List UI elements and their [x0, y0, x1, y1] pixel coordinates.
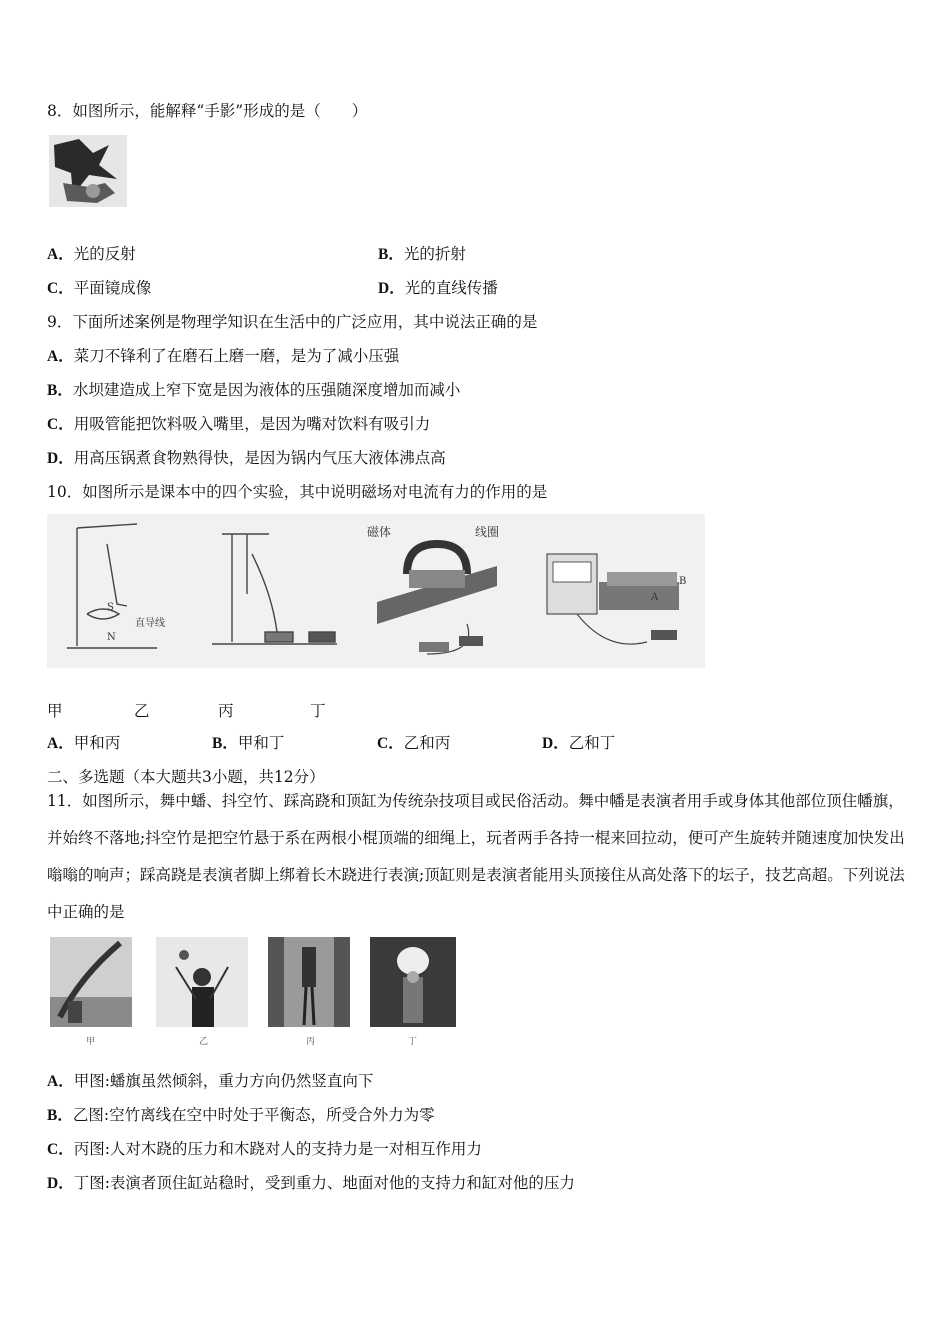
- label-s: S: [107, 602, 114, 613]
- photo-ding: [370, 937, 456, 1027]
- caption-yi: 乙: [134, 702, 150, 720]
- q8-option-b[interactable]: B．光的折射: [378, 245, 466, 263]
- label-b: B: [679, 576, 687, 587]
- photo-caption-bing: 丙: [306, 1037, 316, 1047]
- label-wire: 直导线: [135, 618, 165, 629]
- q10-option-d[interactable]: D．乙和丁: [542, 734, 616, 752]
- caption-bing: 丙: [218, 702, 234, 720]
- q8-option-d[interactable]: D．光的直线传播: [378, 279, 498, 297]
- q9-stem: 9．下面所述案例是物理学知识在生活中的广泛应用，其中说法正确的是: [47, 313, 538, 331]
- q10-option-c[interactable]: C．乙和丙: [377, 734, 451, 752]
- q11-option-d[interactable]: D．丁图:表演者顶住缸站稳时，受到重力、地面对他的支持力和缸对他的压力: [47, 1174, 575, 1192]
- q8-stem: 8．如图所示，能解释“手影”形成的是（ ）: [47, 102, 368, 120]
- q8-option-c[interactable]: C．平面镜成像: [47, 279, 152, 297]
- q9-option-a[interactable]: A．菜刀不锋利了在磨石上磨一磨，是为了减小压强: [47, 347, 400, 365]
- label-n: N: [107, 632, 116, 643]
- q9-option-d[interactable]: D．用高压锅煮食物熟得快，是因为锅内气压大液体沸点高: [47, 449, 446, 467]
- photo-yi: [156, 937, 248, 1027]
- label-magnet: 磁体: [367, 525, 392, 539]
- label-coil: 线圈: [475, 525, 500, 539]
- photo-caption-ding: 丁: [408, 1037, 418, 1047]
- q10-option-a[interactable]: A．甲和丙: [47, 734, 121, 752]
- q9-option-c[interactable]: C．用吸管能把饮料吸入嘴里，是因为嘴对饮料有吸引力: [47, 415, 431, 433]
- q11-option-b[interactable]: B．乙图:空竹离线在空中时处于平衡态，所受合外力为零: [47, 1106, 435, 1124]
- q11-option-a[interactable]: A．甲图:蟠旗虽然倾斜，重力方向仍然竖直向下: [47, 1072, 374, 1090]
- photo-caption-jia: 甲: [86, 1037, 96, 1047]
- q10-option-b[interactable]: B．甲和丁: [212, 734, 285, 752]
- q10-stem: 10．如图所示是课本中的四个实验，其中说明磁场对电流有力的作用的是: [47, 483, 548, 501]
- photo-jia: [50, 937, 132, 1027]
- section-title: 二、多选题（本大题共3小题，共12分）: [47, 768, 325, 786]
- q11-stem: 11．如图所示，舞中蟠、抖空竹、踩高跷和顶缸为传统杂技项目或民俗活动。舞中幡是表演者用手或身体其他部位顶住幡旗，并始终不落地;抖空竹是把空竹悬于系在两根小棍顶端的细绳上，玩者两手各持一棍来回拉动，便可产生旋转并随速度加快发出嗡嗡的响声；踩高跷是表演者脚上绑着长木跷进行表演;顶缸则是表演者能用头顶接住从高处落下的坛子，技艺高超。下列说法中正确的是: [47, 792, 905, 921]
- hand-shadow-image: [49, 135, 127, 207]
- four-experiments-figure: [47, 514, 705, 668]
- photo-bing: [268, 937, 350, 1027]
- label-a: A: [651, 592, 659, 603]
- q8-option-a[interactable]: A．光的反射: [47, 245, 136, 263]
- photo-caption-yi: 乙: [199, 1037, 209, 1047]
- q9-option-b[interactable]: B．水坝建造成上窄下宽是因为液体的压强随深度增加而减小: [47, 381, 461, 399]
- caption-jia: 甲: [47, 702, 63, 720]
- q11-option-c[interactable]: C．丙图:人对木跷的压力和木跷对人的支持力是一对相互作用力: [47, 1140, 482, 1158]
- caption-ding: 丁: [310, 702, 326, 720]
